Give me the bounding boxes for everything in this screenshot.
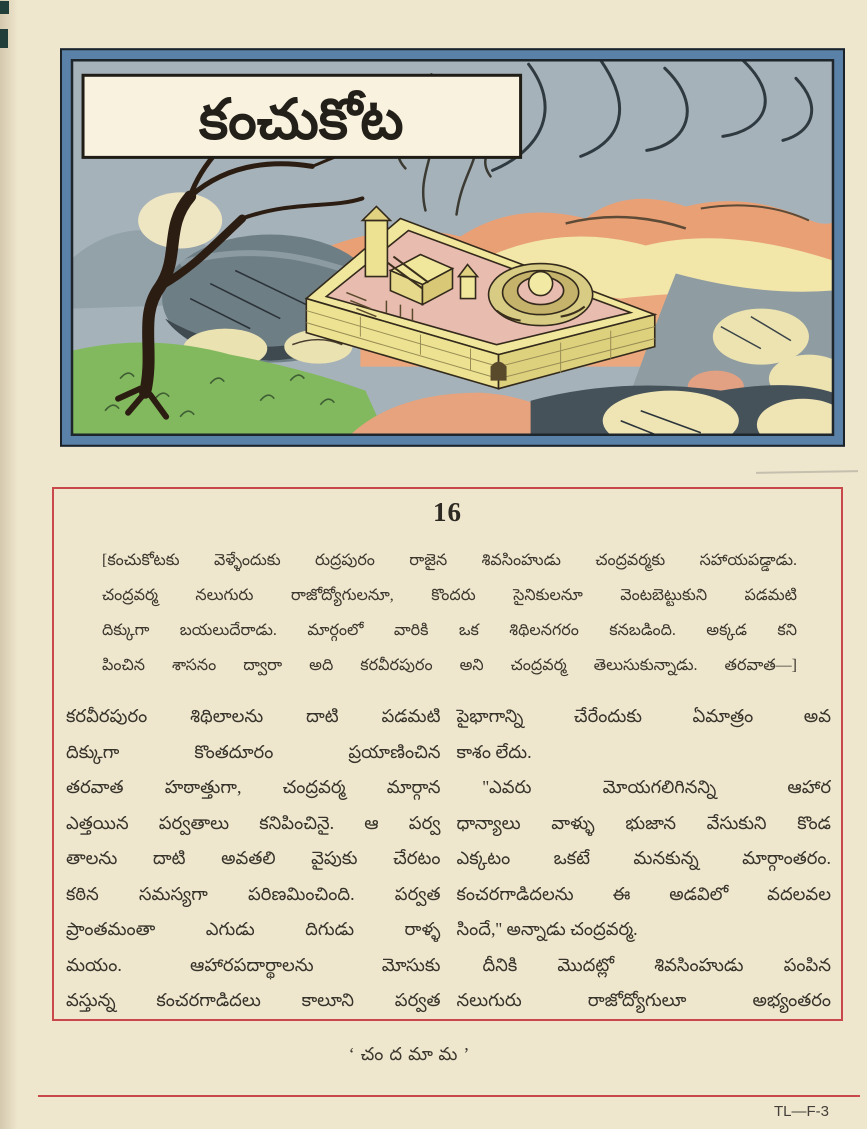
text-line: తరవాత హఠాత్తుగా, చంద్రవర్మ మార్గాన <box>66 777 441 797</box>
text-line: తాలను దాటి అవతలి వైపుకు చేరటం <box>66 848 441 868</box>
title-banner <box>83 75 521 157</box>
text-line: మయం. ఆహారపదార్థాలను మోసుకు <box>66 954 441 975</box>
scan-streak <box>756 470 858 474</box>
scan-edge-mark <box>0 1 9 14</box>
text-line: ధాన్యాలు వాళ్ళు భుజాన వేసుకుని కొండ <box>456 812 831 833</box>
text-line: కంచరగాడిదలను ఈ అడవిలో వదలవల <box>456 883 831 904</box>
title-illustration <box>60 48 845 447</box>
footer-rule <box>38 1095 860 1097</box>
illustration-title: కంచుకోట <box>199 89 404 152</box>
text-line: పించిన శాసనం ద్వారా అది కరవీరపురం అని చంద్రవర్మ తెలుసుకున్నాడు. తరవాత—] <box>102 657 797 674</box>
text-line: దిక్కుగా బయలుదేరాడు. మార్గంలో వారికి ఒక శిథిలనగరం కనబడింది. అక్కడ కని <box>102 622 797 639</box>
text-line: వస్తున్న కంచరగాడిదలు కాలూని పర్వత <box>66 990 441 1010</box>
text-line: [కంచుకోటకు వెళ్ళేందుకు రుద్రపురం రాజైన శివసింహుడు చంద్రవర్మకు సహాయపడ్డాడు. <box>102 552 797 569</box>
text-line: నలుగురు రాజోద్యోగులూ అభ్యంతరం <box>456 990 831 1010</box>
text-line: చంద్రవర్మ నలుగురు రాజోద్యోగులనూ, కొందరు సైనికులనూ వెంటబెట్టుకుని పడమటి <box>102 587 797 604</box>
text-line: కాశం లేదు. <box>456 741 532 762</box>
scan-edge-mark <box>0 29 8 48</box>
text-line: కరవీరపురం శిథిలాలను దాటి పడమటి <box>66 706 441 726</box>
story-columns <box>66 699 831 1019</box>
text-line: ఎత్తయిన పర్వతాలు కనిపించినై. ఆ పర్వ <box>66 812 441 833</box>
text-line: కఠిన సమస్యగా పరిణమించింది. పర్వత <box>66 883 441 904</box>
story-column-right <box>457 699 832 1019</box>
text-line: సిందే,'' అన్నాడు చంద్రవర్మ. <box>456 919 638 939</box>
text-line: పైభాగాన్ని చేరేందుకు ఏమాత్రం అవ <box>456 706 831 726</box>
plate-code: TL—F-3 <box>773 1103 829 1120</box>
intro-synopsis <box>102 543 797 683</box>
story-text-box <box>52 487 843 1021</box>
text-line: ''ఎవరు మోయగలిగినన్ని ఆహార <box>482 777 831 797</box>
page-number: 16 <box>433 497 462 527</box>
magazine-name: ‘చందమామ’ <box>348 1044 476 1064</box>
text-line: ఎక్కటం ఒకటే మనకున్న మార్గాంతరం. <box>456 848 831 868</box>
story-column-left <box>66 699 441 1019</box>
text-line: దీనికి మొదట్లో శివసింహుడు పంపిన <box>482 954 831 975</box>
text-line: ప్రాంతమంతా ఎగుడు దిగుడు రాళ్ళ <box>66 919 441 939</box>
text-line: దిక్కుగా కొంతదూరం ప్రయాణించిన <box>66 741 441 762</box>
